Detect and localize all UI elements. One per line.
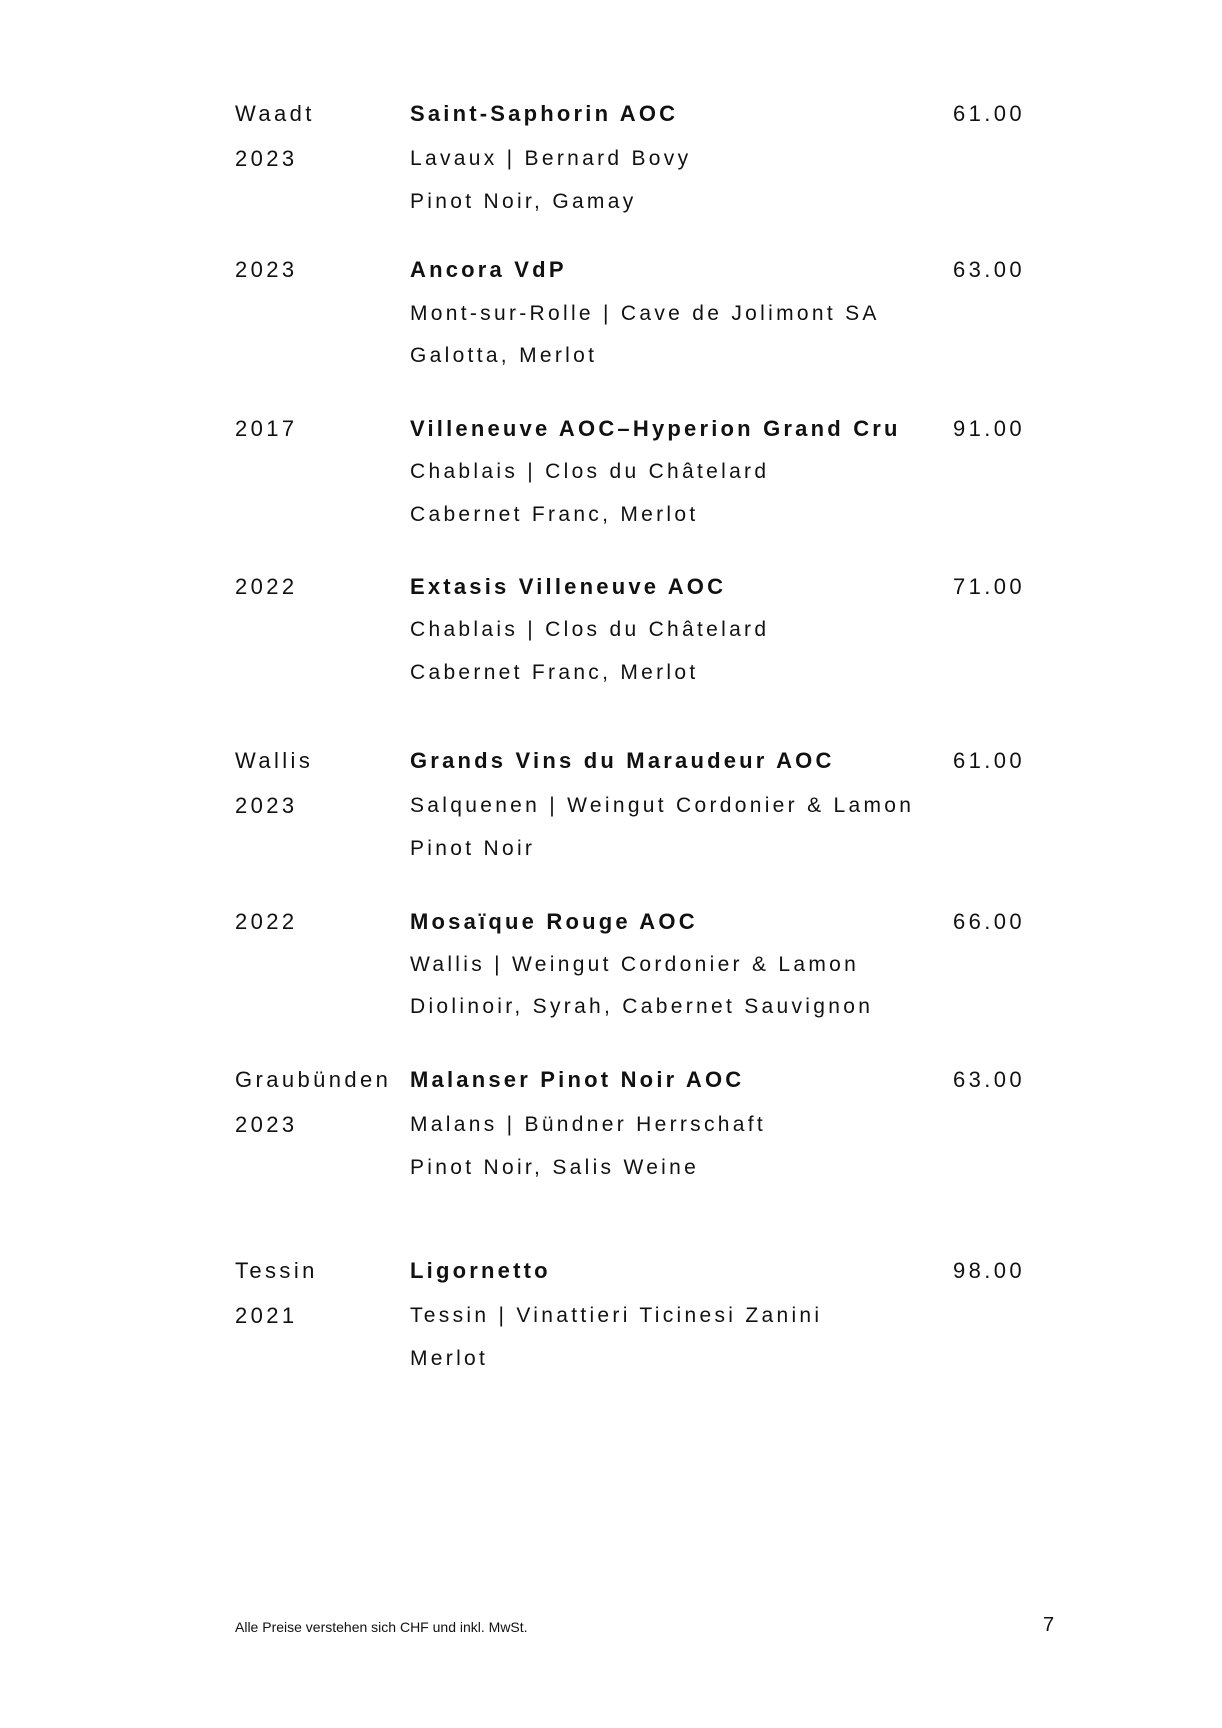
wine-name: Extasis Villeneuve AOC — [410, 574, 727, 599]
wine-name: Villeneuve AOC–Hyperion Grand Cru — [410, 416, 901, 441]
wine-origin: Chablais | Clos du Châtelard — [410, 618, 770, 641]
wine-price: 98.00 — [953, 1258, 1026, 1283]
wine-name: Malanser Pinot Noir AOC — [410, 1067, 745, 1092]
wine-price: 63.00 — [953, 1067, 1026, 1092]
wine-year: 2023 — [235, 1112, 298, 1137]
wine-origin: Chablais | Clos du Châtelard — [410, 460, 770, 483]
wine-year: 2017 — [235, 416, 298, 441]
wine-year: 2023 — [235, 146, 298, 171]
wine-grapes: Pinot Noir, Salis Weine — [410, 1156, 700, 1179]
wine-grapes: Cabernet Franc, Merlot — [410, 661, 699, 684]
wine-year: 2022 — [235, 574, 298, 599]
wine-origin: Malans | Bündner Herrschaft — [410, 1113, 767, 1136]
wine-name: Ligornetto — [410, 1258, 551, 1283]
wine-grapes: Merlot — [410, 1347, 489, 1370]
footer-note: Alle Preise verstehen sich CHF und inkl. MwSt. — [235, 1619, 528, 1635]
wine-name: Saint-Saphorin AOC — [410, 101, 679, 126]
wine-price: 91.00 — [953, 416, 1026, 441]
wine-price: 71.00 — [953, 574, 1026, 599]
wine-grapes: Cabernet Franc, Merlot — [410, 503, 699, 526]
wine-year: 2023 — [235, 793, 298, 818]
wine-origin: Mont-sur-Rolle | Cave de Jolimont SA — [410, 302, 880, 325]
wine-grapes: Pinot Noir — [410, 837, 536, 860]
wine-origin: Wallis | Weingut Cordonier & Lamon — [410, 953, 860, 976]
wine-price: 66.00 — [953, 909, 1026, 934]
wine-origin: Tessin | Vinattieri Ticinesi Zanini — [410, 1304, 823, 1327]
wine-grapes: Diolinoir, Syrah, Cabernet Sauvignon — [410, 995, 874, 1018]
page-number: 7 — [1043, 1614, 1055, 1636]
wine-price: 61.00 — [953, 101, 1026, 126]
wine-grapes: Galotta, Merlot — [410, 344, 598, 367]
wine-origin: Salquenen | Weingut Cordonier & Lamon — [410, 794, 915, 817]
wine-name: Ancora VdP — [410, 257, 567, 282]
wine-name: Grands Vins du Maraudeur AOC — [410, 748, 835, 773]
region-label: Graubünden — [235, 1067, 392, 1092]
wine-grapes: Pinot Noir, Gamay — [410, 190, 637, 213]
wine-year: 2023 — [235, 257, 298, 282]
region-label: Tessin — [235, 1258, 318, 1283]
wine-name: Mosaïque Rouge AOC — [410, 909, 698, 934]
wine-year: 2022 — [235, 909, 298, 934]
wine-price: 61.00 — [953, 748, 1026, 773]
wine-origin: Lavaux | Bernard Bovy — [410, 147, 692, 170]
region-label: Waadt — [235, 101, 315, 126]
wine-year: 2021 — [235, 1303, 298, 1328]
region-label: Wallis — [235, 748, 314, 773]
wine-price: 63.00 — [953, 257, 1026, 282]
